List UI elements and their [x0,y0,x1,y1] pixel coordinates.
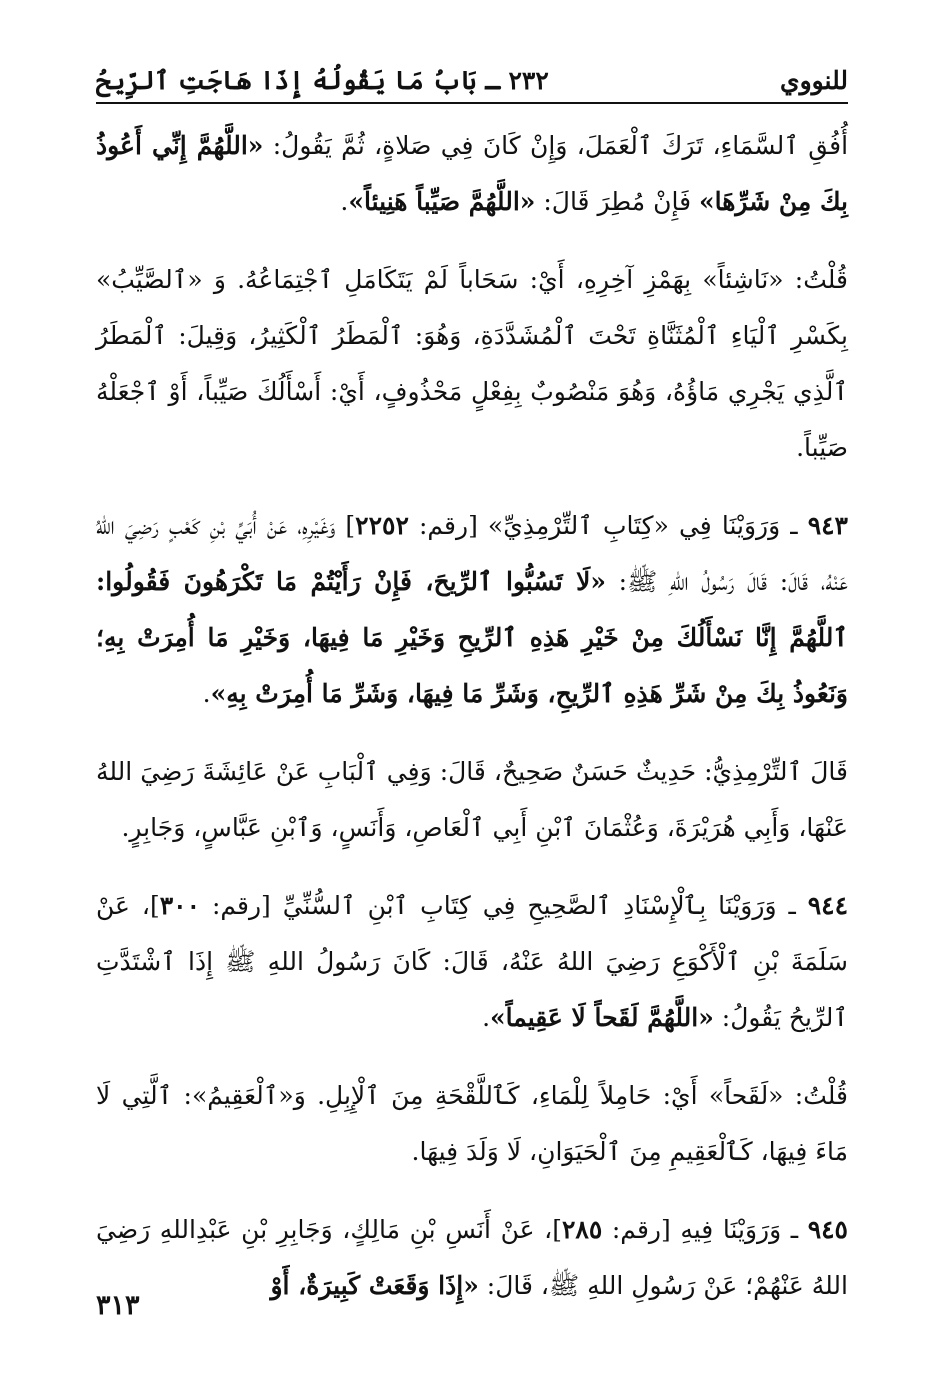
bold-text: «اللَّهُمَّ إِنِّي أَعُوذُ بِكَ مِنْ شَرِّهَا» [96,131,848,216]
text-run: ]، عَنْ أَنَسِ بْنِ مَالِكٍ، وَجَابِرِ بْنِ عَبْدِاللهِ رَضِيَ اللهُ عَنْهُمْ؛ عَنْ رَسُولِ اللهِ ﷺ، قَالَ: [96,1215,848,1300]
header-book-title: للنووي [780,65,848,95]
text-run: أُفُقِ ٱلسَّمَاءِ، تَرَكَ ٱلْعَمَلَ، وَإِنْ كَانَ فِي صَلاةٍ، ثُمَّ يَقُولُ: [263,131,849,160]
text-run: قُلْتُ: «لَقَحاً» أَيْ: حَامِلاً لِلْمَاءِ، كَٱللَّقْحَةِ مِنَ ٱلْإِبِلِ. وَ«ٱلْعَقِيمُ»: ٱلَّتِي لَا مَاءَ فِيهَا، كَٱلْعَقِيمِ مِنَ ٱلْحَيَوَانِ، لَا وَلَدَ فِيهَا. [96,1081,848,1166]
bold-text: «إِذَا وَقَعَتْ كَبِيرَةٌ، أَوْ [270,1271,479,1300]
bold-text: ٩٤٤ [807,891,849,920]
text-run: ـ وَرَوَيْنَا فِيهِ [رقم: [602,1215,808,1244]
bold-text: «لَا تَسُبُّوا ٱلرِّيحَ، فَإِنْ رَأَيْتُمْ مَا تَكْرَهُونَ فَقُولُوا: ٱللَّهُمَّ إِنَّا نَسْأَلُكَ مِنْ خَيْرِ هَذِهِ ٱلرِّيحِ وَخَيْرِ مَا فِيهَا، وَخَيْرِ مَا أُمِرَتْ بِهِ؛ وَنَعُوذُ بِكَ مِنْ شَرِّ هَذِهِ ٱلرِّيحِ، وَشَرِّ مَا فِيهَا، وَشَرِّ مَا أُمِرَتْ بِهِ» [96,567,848,708]
page-number: ٣١٣ [96,1290,140,1321]
paragraph [96,1202,848,1314]
text-run: ـ وَرَوَيْنَا فِي «كِتَابِ ٱلتِّرْمِذِيِّ» [رقم: [408,511,808,540]
text-run: . [202,679,211,708]
text-run: ] وَغَيْرِهِ، عَنْ أُبَيِّ بْنِ كَعْبٍ رَضِيَ اللهُ عَنْهُ، قَالَ: قَالَ رَسُولُ اللهِ ﷺ: [96,511,848,596]
text-run: قُلْتُ: «نَاشِئاً» بِهَمْزِ آخِرِهِ، أَيْ: سَحَاباً لَمْ يَتَكَامَلِ ٱجْتِمَاعُهُ. وَ «ٱلصَّيِّبُ» بِكَسْرِ ٱلْيَاءِ ٱلْمُثَنَّاةِ تَحْتَ ٱلْمُشَدَّدَةِ، وَهُوَ: ٱلْمَطَرُ ٱلْكَثِيرُ، وَقِيلَ: ٱلْمَطَرُ ٱلَّذِي يَجْرِي مَاؤُهُ، وَهُوَ مَنْصُوبٌ بِفِعْلٍ مَحْذُوفٍ، أَيْ: أَسْأَلُكَ صَيِّباً، أَوْ ٱجْعَلْهُ صَيِّباً. [96,265,848,462]
bold-text: «اللَّهُمَّ لَقَحاً لَا عَقِيماً» [490,1003,714,1032]
text-run: . [340,187,349,216]
bold-text: «اللَّهُمَّ صَيِّباً هَنِيئاً» [348,187,536,216]
text-run: قَالَ ٱلتِّرْمِذِيُّ: حَدِيثٌ حَسَنٌ صَحِيحٌ، قَالَ: وَفِي ٱلْبَابِ عَنْ عَائِشَةَ رَضِيَ اللهُ عَنْهَا، وَأَبِي هُرَيْرَةَ، وَعُثْمَانَ ٱبْنِ أَبِي ٱلْعَاصِ، وَأَنَسٍ، وَٱبْنِ عَبَّاسٍ، وَجَابِرٍ. [96,757,848,842]
paragraph [96,252,848,476]
text-run: ـ وَرَوَيْنَا بِٱلْإِسْنَادِ ٱلصَّحِيحِ فِي كِتَابِ ٱبْنِ ٱلسُّنِّيِّ [رقم: [200,891,808,920]
bold-text: ٩٤٥ [807,1215,848,1244]
text-run: . [482,1003,491,1032]
bold-text: ٢٢٥٢ [355,511,409,540]
paragraph [96,498,848,722]
page-body [96,118,848,1336]
header-chapter-title: ٢٣٢ ـ بَابُ مَا يَقُولُهُ إِذَا هَاجَتِ ٱلرِّيحُ [96,65,549,95]
running-header [96,58,848,104]
bold-text: ٣٠٠ [159,891,201,920]
paragraph [96,878,848,1046]
bold-text: ٩٤٣ [807,511,848,540]
text-run: فَإِنْ مُطِرَ قَالَ: [535,187,699,216]
paragraph [96,118,848,230]
paragraph [96,744,848,856]
text-run: ]، عَنْ سَلَمَةَ بْنِ ٱلْأَكْوَعِ رَضِيَ اللهُ عَنْهُ، قَالَ: كَانَ رَسُولُ اللهِ ﷺ إِذَا ٱشْتَدَّتِ ٱلرِّيحُ يَقُولُ: [96,891,848,1032]
bold-text: ٢٨٥ [561,1215,603,1244]
paragraph [96,1068,848,1180]
